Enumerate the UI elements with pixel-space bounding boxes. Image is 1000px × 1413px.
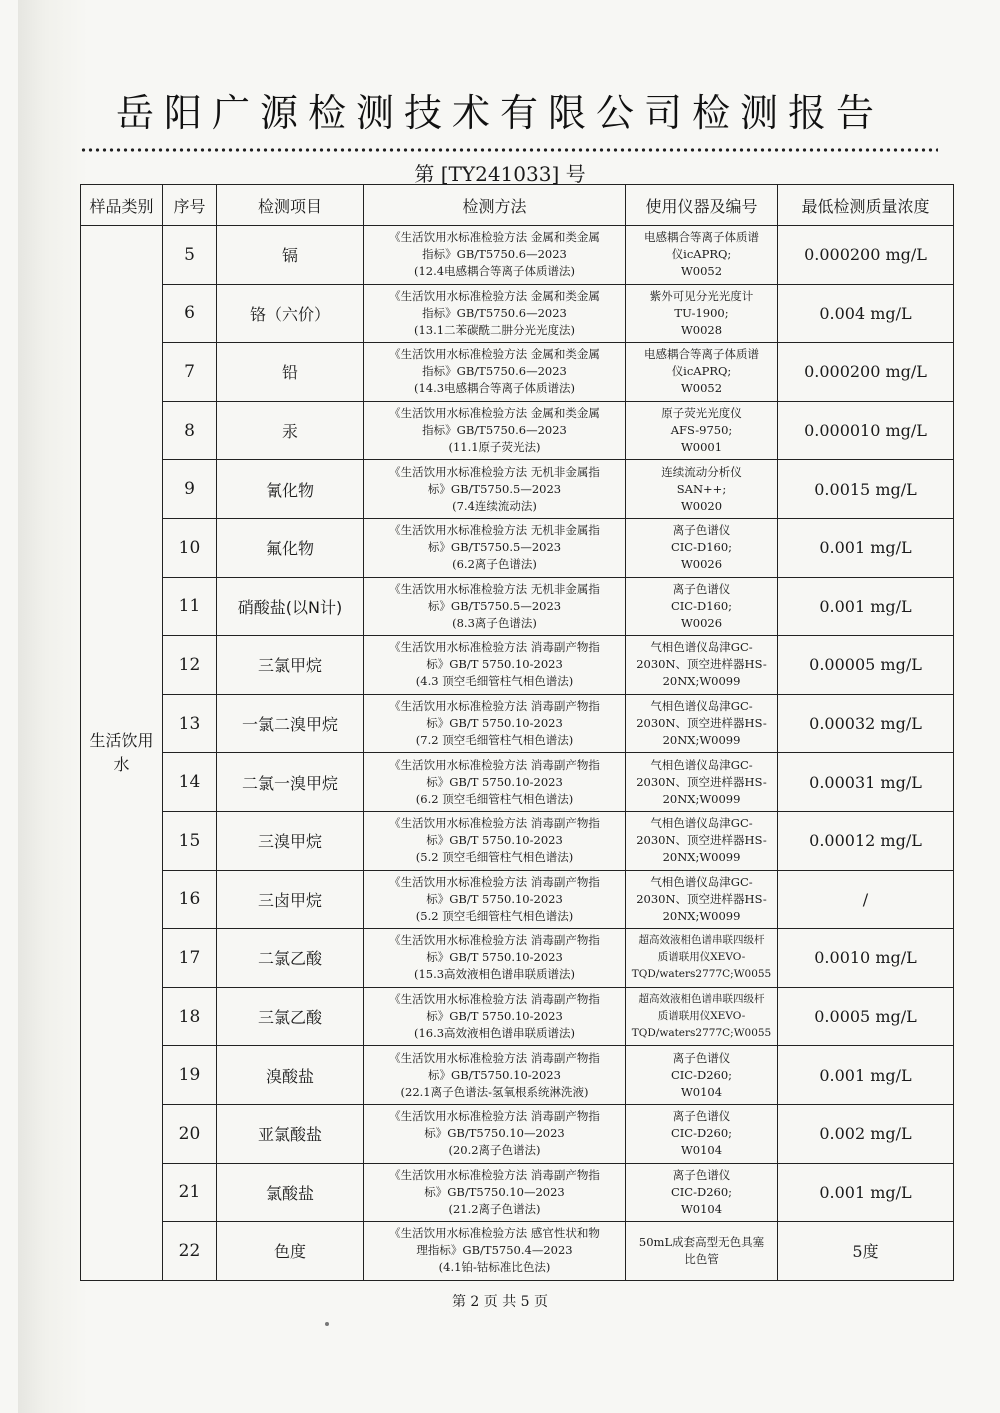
instrument-line: W0052 [680, 381, 723, 396]
method-line: 指标》GB/T5750.6—2023 [422, 305, 567, 320]
row-number: 14 [163, 753, 217, 812]
test-method [364, 694, 626, 753]
row-number: 21 [163, 1163, 217, 1222]
row-number: 13 [163, 694, 217, 753]
method-line: 《生活饮用水标准检验方法 消毒副产物指 [389, 874, 600, 889]
table-row [81, 401, 954, 460]
instrument-line: AFS-9750; [670, 423, 733, 438]
method-line: (13.1二苯碳酰二肼分光光度法) [413, 322, 576, 337]
instrument-line: 50mL成套高型无色具塞 [638, 1234, 765, 1249]
instrument-line: 2030N、顶空进样器HS- [636, 657, 767, 672]
detection-limit: 0.001 mg/L [778, 518, 954, 577]
instrument-line: 气相色谱仪岛津GC- [650, 874, 753, 889]
col-header-category: 样品类别 [81, 185, 163, 226]
test-method [364, 636, 626, 695]
test-method [364, 226, 626, 285]
scan-shadow [18, 0, 88, 1413]
instrument-line: 20NX;W0099 [662, 850, 741, 865]
instrument-line: 紫外可见分光光度计 [649, 288, 754, 303]
instrument [626, 226, 778, 285]
row-number: 22 [163, 1222, 217, 1281]
instrument-line: CIC-D160; [670, 540, 733, 555]
detection-limit: 0.00005 mg/L [778, 636, 954, 695]
detection-limit: 0.000010 mg/L [778, 401, 954, 460]
table-row [81, 870, 954, 929]
col-header-limit: 最低检测质量浓度 [778, 185, 954, 226]
method-line: 《生活饮用水标准检验方法 消毒副产物指 [389, 640, 600, 655]
table-row [81, 226, 954, 285]
instrument-line: 20NX;W0099 [662, 791, 741, 806]
method-line: (15.3高效液相色谱串联质谱法) [413, 967, 576, 982]
method-line: 标》GB/T5750.10-2023 [428, 1067, 561, 1082]
method-line: 《生活饮用水标准检验方法 无机非金属指 [389, 464, 600, 479]
instrument [626, 811, 778, 870]
method-line: (6.2离子色谱法) [452, 557, 537, 572]
method-line: 《生活饮用水标准检验方法 感官性状和物 [389, 1226, 600, 1241]
instrument [626, 753, 778, 812]
instrument-line: 2030N、顶空进样器HS- [636, 833, 767, 848]
method-line: 指标》GB/T5750.6—2023 [422, 247, 567, 262]
col-header-item: 检测项目 [217, 185, 364, 226]
instrument-line: 原子荧光光度仪 [661, 406, 742, 421]
detection-limit: 0.001 mg/L [778, 1046, 954, 1105]
method-line: 标》GB/T5750.5—2023 [427, 598, 562, 613]
row-number: 16 [163, 870, 217, 929]
instrument-line: W0104 [680, 1201, 723, 1216]
detection-limit: / [778, 870, 954, 929]
table-row [81, 1222, 954, 1281]
instrument [626, 1222, 778, 1281]
method-line: 指标》GB/T5750.6—2023 [422, 364, 567, 379]
detection-limit: 0.00012 mg/L [778, 811, 954, 870]
instrument-line: CIC-D260; [670, 1126, 733, 1141]
instrument [626, 1104, 778, 1163]
instrument-line: W0026 [680, 557, 723, 572]
instrument-line: W0104 [680, 1084, 723, 1099]
method-line: (8.3离子色谱法) [452, 615, 537, 630]
instrument-line: TQD/waters2777C;W0055 [631, 968, 772, 981]
instrument-line: CIC-D160; [670, 598, 733, 613]
method-line: 标》GB/T5750.10—2023 [424, 1184, 565, 1199]
table-row [81, 1046, 954, 1105]
instrument-line: 20NX;W0099 [662, 908, 741, 923]
detection-limit: 0.00031 mg/L [778, 753, 954, 812]
instrument-line: 2030N、顶空进样器HS- [636, 774, 767, 789]
test-item: 二氯乙酸 [217, 929, 364, 988]
row-number: 11 [163, 577, 217, 636]
test-item: 三氯乙酸 [217, 987, 364, 1046]
instrument [626, 284, 778, 343]
method-line: 《生活饮用水标准检验方法 金属和类金属 [389, 347, 600, 362]
test-method [364, 518, 626, 577]
test-item: 铬（六价） [217, 284, 364, 343]
instrument-line: 电感耦合等离子体质谱 [644, 347, 759, 362]
test-item: 汞 [217, 401, 364, 460]
dotted-divider [80, 146, 938, 154]
instrument-line: 离子色谱仪 [672, 581, 731, 596]
detection-limit: 0.004 mg/L [778, 284, 954, 343]
instrument-line: W0001 [680, 440, 723, 455]
method-line: (4.1铂-钴标准比色法) [438, 1260, 551, 1275]
col-header-instrument: 使用仪器及编号 [626, 185, 778, 226]
test-item: 二氯一溴甲烷 [217, 753, 364, 812]
method-line: 标》GB/T 5750.10-2023 [426, 774, 563, 789]
instrument-line: 离子色谱仪 [672, 1109, 731, 1124]
instrument-line: 连续流动分析仪 [661, 464, 742, 479]
table-row [81, 1104, 954, 1163]
table-row [81, 753, 954, 812]
instrument [626, 577, 778, 636]
detection-limit: 5度 [778, 1222, 954, 1281]
method-line: (7.4连续流动法) [452, 498, 537, 513]
instrument-line: 仪icAPRQ; [671, 247, 732, 262]
test-method [364, 1046, 626, 1105]
instrument-line: 仪icAPRQ; [671, 364, 732, 379]
method-line: 《生活饮用水标准检验方法 消毒副产物指 [389, 816, 600, 831]
results-table [80, 184, 954, 1281]
instrument-line: 超高效液相色谱串联四级杆 [638, 934, 765, 947]
row-number: 8 [163, 401, 217, 460]
instrument [626, 343, 778, 402]
instrument-line: 2030N、顶空进样器HS- [636, 716, 767, 731]
detection-limit: 0.000200 mg/L [778, 226, 954, 285]
method-line: 标》GB/T5750.10—2023 [424, 1126, 565, 1141]
method-line: (14.3电感耦合等离子体质谱法) [413, 381, 576, 396]
method-line: 《生活饮用水标准检验方法 金属和类金属 [389, 230, 600, 245]
table-row [81, 929, 954, 988]
row-number: 6 [163, 284, 217, 343]
method-line: 《生活饮用水标准检验方法 消毒副产物指 [389, 699, 600, 714]
method-line: 《生活饮用水标准检验方法 消毒副产物指 [389, 1109, 600, 1124]
test-method [364, 343, 626, 402]
method-line: (21.2离子色谱法) [448, 1201, 541, 1216]
method-line: 标》GB/T 5750.10-2023 [426, 716, 563, 731]
instrument-line: SAN++; [676, 481, 727, 496]
table-row [81, 987, 954, 1046]
instrument-line: W0020 [680, 498, 723, 513]
scan-speck [325, 1322, 329, 1326]
instrument [626, 460, 778, 519]
instrument [626, 929, 778, 988]
method-line: 《生活饮用水标准检验方法 无机非金属指 [389, 581, 600, 596]
instrument-line: 气相色谱仪岛津GC- [650, 757, 753, 772]
method-line: 标》GB/T 5750.10-2023 [426, 950, 563, 965]
instrument [626, 987, 778, 1046]
method-line: 指标》GB/T5750.6—2023 [422, 423, 567, 438]
method-line: (11.1原子荧光法) [448, 440, 541, 455]
method-line: (16.3高效液相色谱串联质谱法) [413, 1026, 576, 1041]
test-item: 镉 [217, 226, 364, 285]
test-item: 铅 [217, 343, 364, 402]
instrument-line: 气相色谱仪岛津GC- [650, 640, 753, 655]
test-item: 三溴甲烷 [217, 811, 364, 870]
instrument-line: 气相色谱仪岛津GC- [650, 699, 753, 714]
instrument-line: TU-1900; [674, 305, 729, 320]
instrument-line: CIC-D260; [670, 1067, 733, 1082]
detection-limit: 0.0010 mg/L [778, 929, 954, 988]
method-line: 《生活饮用水标准检验方法 消毒副产物指 [389, 933, 600, 948]
row-number: 10 [163, 518, 217, 577]
instrument-line: 离子色谱仪 [672, 1167, 731, 1182]
detection-limit: 0.002 mg/L [778, 1104, 954, 1163]
test-item: 色度 [217, 1222, 364, 1281]
sample-category-cell: 生活饮用水 [81, 226, 163, 1281]
instrument-line: 离子色谱仪 [672, 1050, 731, 1065]
table-header-row [81, 185, 954, 226]
detection-limit: 0.0005 mg/L [778, 987, 954, 1046]
method-line: 《生活饮用水标准检验方法 消毒副产物指 [389, 1050, 600, 1065]
table-row [81, 460, 954, 519]
row-number: 7 [163, 343, 217, 402]
method-line: 理指标》GB/T5750.4—2023 [416, 1243, 573, 1258]
row-number: 19 [163, 1046, 217, 1105]
detection-limit: 0.001 mg/L [778, 1163, 954, 1222]
instrument-line: 20NX;W0099 [662, 674, 741, 689]
instrument-line: 离子色谱仪 [672, 523, 731, 538]
instrument-line: W0028 [680, 322, 723, 337]
detection-limit: 0.0015 mg/L [778, 460, 954, 519]
instrument-line: 2030N、顶空进样器HS- [636, 891, 767, 906]
instrument-line: CIC-D260; [670, 1184, 733, 1199]
instrument [626, 401, 778, 460]
test-method [364, 1163, 626, 1222]
test-method [364, 870, 626, 929]
instrument-line: 比色管 [684, 1251, 719, 1266]
method-line: 《生活饮用水标准检验方法 无机非金属指 [389, 523, 600, 538]
instrument-line: W0052 [680, 264, 723, 279]
method-line: 《生活饮用水标准检验方法 消毒副产物指 [389, 1167, 600, 1182]
table-row [81, 518, 954, 577]
test-item: 氰化物 [217, 460, 364, 519]
instrument [626, 1163, 778, 1222]
method-line: 《生活饮用水标准检验方法 消毒副产物指 [389, 757, 600, 772]
instrument [626, 694, 778, 753]
method-line: (12.4电感耦合等离子体质谱法) [413, 264, 576, 279]
method-line: (22.1离子色谱法-氢氧根系统淋洗液) [400, 1084, 589, 1099]
table-row [81, 636, 954, 695]
table-row [81, 284, 954, 343]
test-method [364, 811, 626, 870]
table-row [81, 343, 954, 402]
report-number: 第 [TY241033] 号 [414, 162, 586, 186]
method-line: 标》GB/T 5750.10-2023 [426, 833, 563, 848]
instrument-line: 质谱联用仪XEVO- [657, 1010, 746, 1023]
method-line: 《生活饮用水标准检验方法 金属和类金属 [389, 406, 600, 421]
method-line: 标》GB/T 5750.10-2023 [426, 1009, 563, 1024]
instrument-line: W0104 [680, 1143, 723, 1158]
test-item: 一氯二溴甲烷 [217, 694, 364, 753]
test-item: 硝酸盐(以N计) [217, 577, 364, 636]
method-line: (5.2 顶空毛细管柱气相色谱法) [415, 850, 574, 865]
method-line: 标》GB/T5750.5—2023 [427, 540, 562, 555]
instrument [626, 1046, 778, 1105]
method-line: 标》GB/T 5750.10-2023 [426, 657, 563, 672]
instrument-line: 质谱联用仪XEVO- [657, 951, 746, 964]
test-method [364, 987, 626, 1046]
method-line: (20.2离子色谱法) [448, 1143, 541, 1158]
table-row [81, 811, 954, 870]
report-title: 岳阳广源检测技术有限公司检测报告 [115, 91, 884, 135]
method-line: (4.3 顶空毛细管柱气相色谱法) [415, 674, 574, 689]
instrument [626, 870, 778, 929]
row-number: 12 [163, 636, 217, 695]
table-row [81, 694, 954, 753]
row-number: 15 [163, 811, 217, 870]
row-number: 9 [163, 460, 217, 519]
instrument [626, 636, 778, 695]
method-line: (7.2 顶空毛细管柱气相色谱法) [415, 733, 574, 748]
test-method [364, 460, 626, 519]
instrument-line: TQD/waters2777C;W0055 [631, 1027, 772, 1040]
test-method [364, 401, 626, 460]
instrument-line: W0026 [680, 615, 723, 630]
test-item: 亚氯酸盐 [217, 1104, 364, 1163]
test-method [364, 1104, 626, 1163]
method-line: 《生活饮用水标准检验方法 金属和类金属 [389, 288, 600, 303]
table-row [81, 577, 954, 636]
table-row [81, 1163, 954, 1222]
col-header-method: 检测方法 [364, 185, 626, 226]
method-line: (6.2 顶空毛细管柱气相色谱法) [415, 791, 574, 806]
method-line: 《生活饮用水标准检验方法 消毒副产物指 [389, 992, 600, 1007]
detection-limit: 0.000200 mg/L [778, 343, 954, 402]
test-item: 氟化物 [217, 518, 364, 577]
method-line: 标》GB/T5750.5—2023 [427, 481, 562, 496]
test-method [364, 577, 626, 636]
instrument-line: 电感耦合等离子体质谱 [644, 230, 759, 245]
method-line: 标》GB/T 5750.10-2023 [426, 891, 563, 906]
detection-limit: 0.001 mg/L [778, 577, 954, 636]
col-header-no: 序号 [163, 185, 217, 226]
row-number: 5 [163, 226, 217, 285]
test-item: 三卤甲烷 [217, 870, 364, 929]
test-item: 溴酸盐 [217, 1046, 364, 1105]
test-method [364, 284, 626, 343]
instrument [626, 518, 778, 577]
row-number: 18 [163, 987, 217, 1046]
instrument-line: 20NX;W0099 [662, 733, 741, 748]
row-number: 20 [163, 1104, 217, 1163]
method-line: (5.2 顶空毛细管柱气相色谱法) [415, 908, 574, 923]
test-item: 三氯甲烷 [217, 636, 364, 695]
instrument-line: 气相色谱仪岛津GC- [650, 816, 753, 831]
row-number: 17 [163, 929, 217, 988]
page-footer: 第 2 页 共 5 页 [451, 1294, 549, 1310]
detection-limit: 0.00032 mg/L [778, 694, 954, 753]
instrument-line: 超高效液相色谱串联四级杆 [638, 993, 765, 1006]
test-method [364, 929, 626, 988]
test-method [364, 753, 626, 812]
test-item: 氯酸盐 [217, 1163, 364, 1222]
test-method [364, 1222, 626, 1281]
